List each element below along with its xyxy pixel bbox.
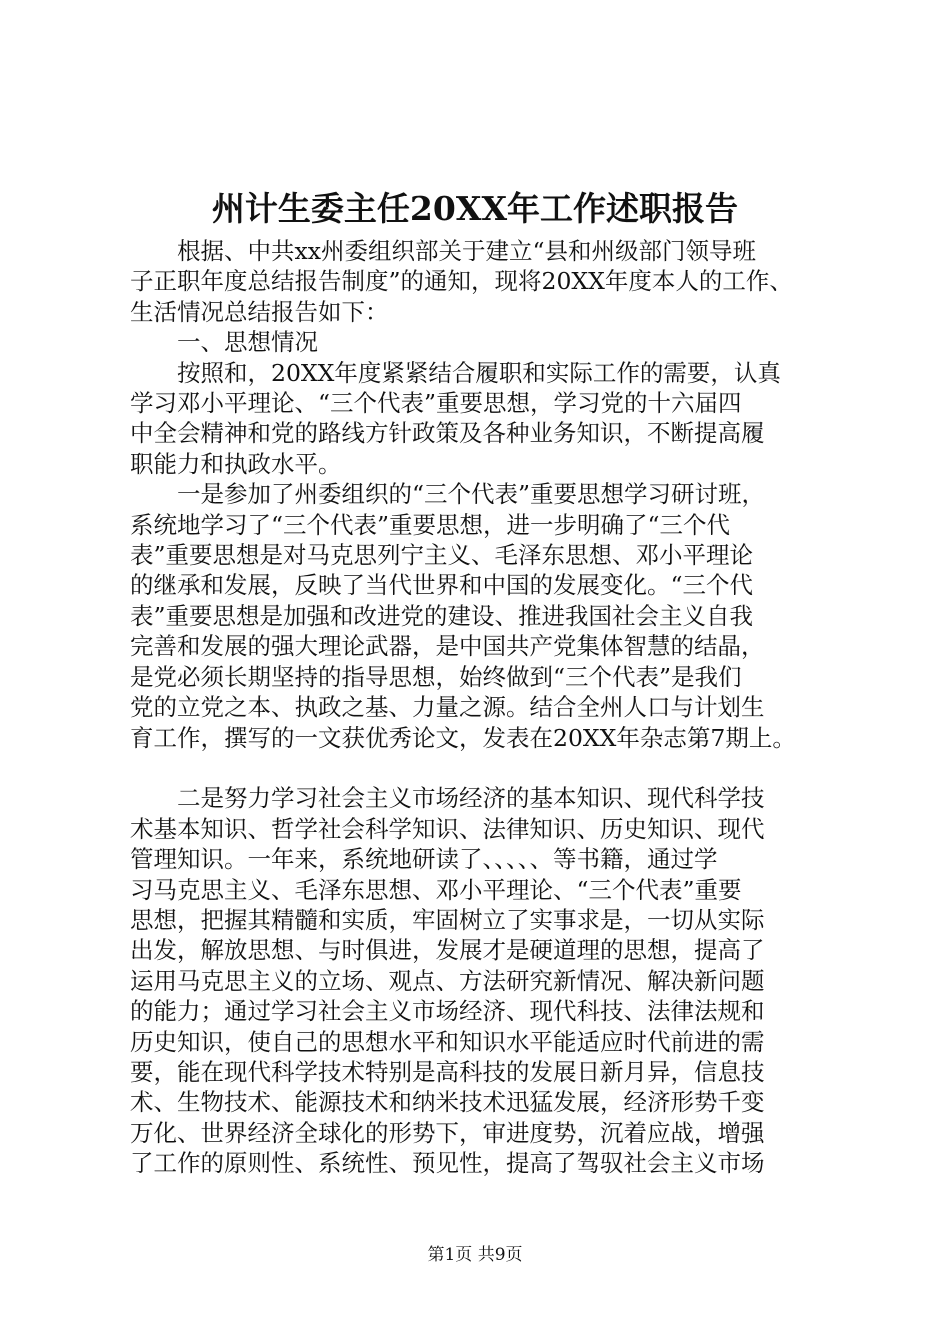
paragraph-spacer (130, 753, 830, 783)
document-body (130, 236, 830, 1179)
text-line: 是党必须长期坚持的指导思想，始终做到“三个代表”是我们 (130, 662, 742, 691)
text-line: 学习邓小平理论、“三个代表”重要思想，学习党的十六届四 (130, 389, 742, 418)
text-line: 根据、中共xx州委组织部关于建立“县和州级部门领导班 (177, 237, 757, 265)
text-line: 术基本知识、哲学社会科学知识、法律知识、历史知识、现代 (130, 814, 765, 843)
text-line: 中全会精神和党的路线方针政策及各种业务知识，不断提高履 (130, 419, 765, 448)
text-line: 出发，解放思想、与时俱进，发展才是硬道理的思想，提高了 (130, 936, 765, 965)
text-line: 习马克思主义、毛泽东思想、邓小平理论、“三个代表”重要 (130, 875, 742, 904)
text-line: 的继承和发展，反映了当代世界和中国的发展变化。“三个代 (130, 571, 754, 600)
text-line: 职能力和执政水平。 (130, 449, 342, 478)
section-heading (130, 327, 830, 357)
text-line: 的能力；通过学习社会主义市场经济、现代科技、法律法规和 (130, 997, 765, 1026)
page-number: 第1页 共9页 (427, 1245, 523, 1265)
text-line: 运用马克思主义的立场、观点、方法研究新情况、解决新问题 (130, 966, 765, 995)
text-line: 万化、世界经济全球化的形势下，审进度势，沉着应战，增强 (130, 1118, 765, 1147)
paragraph-intro (130, 236, 830, 327)
text-line: 术、生物技术、能源技术和纳米技术迅猛发展，经济形势千变 (130, 1088, 765, 1117)
paragraph-point-two (130, 783, 830, 1178)
text-line: 管理知识。一年来，系统地研读了、、、、、等书籍，通过学 (130, 845, 718, 874)
text-line: 育工作，撰写的一文获优秀论文，发表在20XX年杂志第7期上。 (130, 723, 796, 752)
document-title: 州计生委主任20XX年工作述职报告 (211, 189, 739, 228)
text-line: 生活情况总结报告如下： (130, 297, 389, 326)
text-line: 系统地学习了“三个代表”重要思想，进一步明确了“三个代 (130, 510, 731, 539)
text-line: 子正职年度总结报告制度”的通知，现将20XX年度本人的工作、 (130, 267, 793, 296)
text-line: 了工作的原则性、系统性、预见性，提高了驾驭社会主义市场 (130, 1149, 765, 1178)
text-line: 完善和发展的强大理论武器，是中国共产党集体智慧的结晶， (130, 632, 765, 661)
text-line: 要，能在现代科学技术特别是高科技的发展日新月异，信息技 (130, 1057, 765, 1086)
text-line: 表”重要思想是加强和改进党的建设、推进我国社会主义自我 (130, 601, 754, 630)
text-line: 按照和，20XX年度紧紧结合履职和实际工作的需要，认真 (177, 358, 781, 387)
text-line: 一是参加了州委组织的“三个代表”重要思想学习研讨班， (177, 480, 766, 509)
text-line: 思想，把握其精髓和实质，牢固树立了实事求是，一切从实际 (130, 905, 765, 934)
text-line: 表”重要思想是对马克思列宁主义、毛泽东思想、邓小平理论 (130, 541, 754, 570)
paragraph-point-one (130, 479, 830, 753)
text-line: 二是努力学习社会主义市场经济的基本知识、现代科学技 (177, 784, 765, 813)
text-line: 党的立党之本、执政之基、力量之源。结合全州人口与计划生 (130, 693, 765, 722)
text-line: 历史知识，使自己的思想水平和知识水平能适应时代前进的需 (130, 1027, 765, 1056)
paragraph-study (130, 358, 830, 480)
text-line: 一、思想情况 (177, 328, 318, 357)
